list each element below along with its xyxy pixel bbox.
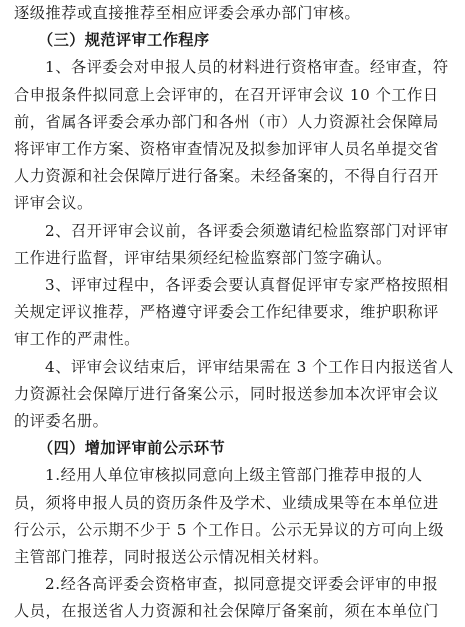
section-heading: （三）规范评审工作程序 bbox=[38, 31, 210, 50]
paragraph-line: 2.经各高评委会资格审查，拟同意提交评委会评审的申报 bbox=[45, 575, 439, 594]
paragraph-line: 将评审工作方案、资格审查情况及拟参加评审人员名单提交省 bbox=[14, 140, 439, 158]
paragraph-line: 前，省属各评委会承办部门和各州（市）人力资源社会保障局 bbox=[14, 112, 439, 131]
paragraph-line: 逐级推荐或直接推荐至相应评委会承办部门审核。 bbox=[14, 4, 361, 22]
paragraph-line: 3、评审过程中，各评委会要认真督促评审专家严格按照相 bbox=[45, 276, 449, 294]
paragraph-line: 2、召开评审会议前，各评委会须邀请纪检监察部门对评审 bbox=[45, 221, 449, 240]
paragraph-line: 的评委名册。 bbox=[14, 412, 109, 430]
paragraph-line: 员，须将申报人员的资历条件及学术、业绩成果等在本单位进 bbox=[14, 493, 439, 512]
paragraph-line: 审工作的严肃性。 bbox=[14, 330, 140, 349]
paragraph-line: 1.经用人单位审核拟同意向上级主管部门推荐申报的人 bbox=[45, 466, 423, 485]
paragraph-line: 人员，在报送省人力资源和社会保障厅备案前，须在本单位门 bbox=[14, 602, 439, 621]
paragraph-line: 人力资源和社会保障厅进行备案。未经备案的，不得自行召开 bbox=[14, 167, 439, 186]
paragraph-line: 合申报条件拟同意上会评审的，在召开评审会议 10 个工作日 bbox=[14, 85, 439, 104]
paragraph-line: 评审会议。 bbox=[14, 194, 93, 213]
paragraph-line: 4、评审会议结束后，评审结果需在 3 个工作日内报送省人 bbox=[45, 357, 454, 376]
paragraph-line: 行公示，公示期不少于 5 个工作日。公示无异议的方可向上级 bbox=[14, 520, 445, 539]
paragraph-line: 力资源社会保障厅进行备案公示，同时报送参加本次评审会议 bbox=[14, 384, 439, 403]
paragraph-line: 主管部门推荐，同时报送公示情况相关材料。 bbox=[14, 548, 329, 566]
paragraph-line: 1、各评委会对申报人员的材料进行资格审查。经审查，符 bbox=[45, 58, 449, 77]
section-heading: （四）增加评审前公示环节 bbox=[38, 439, 226, 458]
paragraph-line: 关规定评议推荐，严格遵守评委会工作纪律要求，维护职称评 bbox=[14, 303, 439, 322]
paragraph-line: 工作进行监督，评审结果须经纪检监察部门签字确认。 bbox=[14, 248, 392, 267]
